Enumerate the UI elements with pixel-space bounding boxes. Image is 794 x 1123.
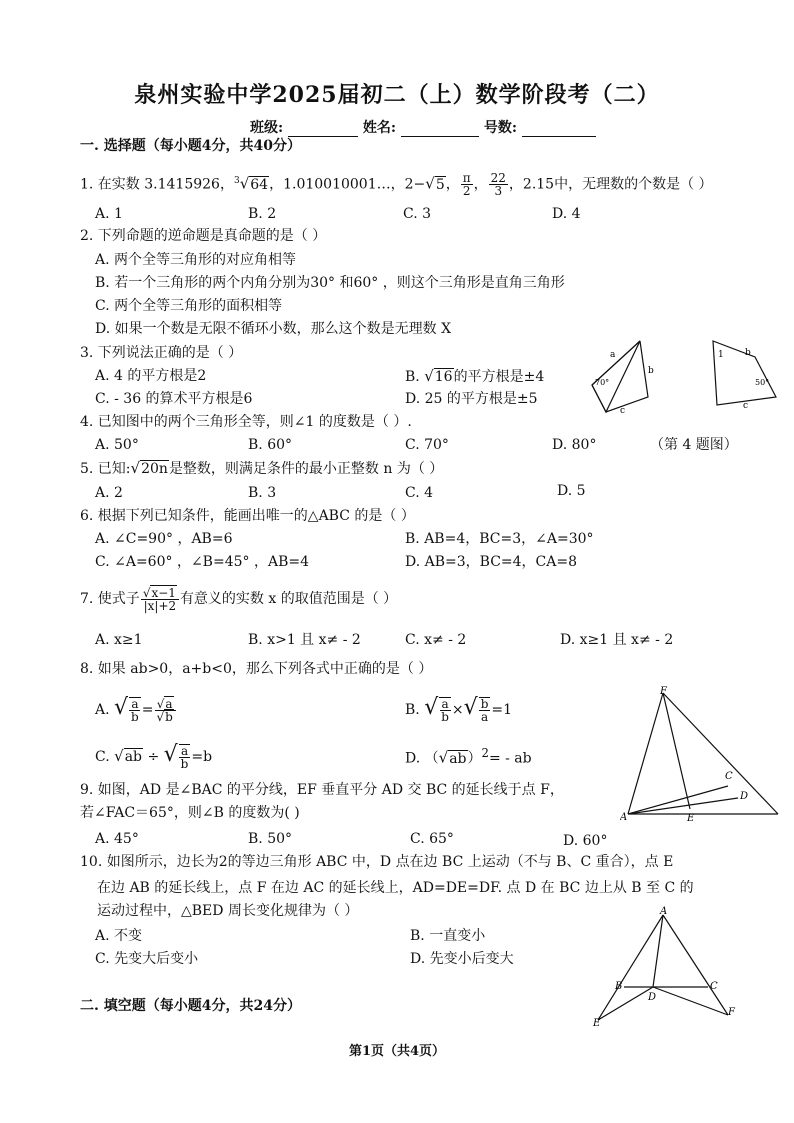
radical-icon: √ [438,748,449,767]
q4-option-c[interactable]: C. 70° [405,437,449,453]
q8-b-den: b [441,710,449,724]
q1-text-b: ，1.010010001…，2− [269,176,426,193]
radical-icon: √ [425,174,435,193]
radical-icon: √ [142,585,151,600]
q10-option-d[interactable]: D. 先变小后变大 [410,951,514,967]
q1-option-b[interactable]: B. 2 [248,206,277,222]
q10-figure [590,905,750,1030]
q4-option-d[interactable]: D. 80° [552,437,597,453]
q10-option-c[interactable]: C. 先变大后变小 [95,951,199,967]
q9-fig-e: E [687,813,695,824]
q3-option-d[interactable]: D. 25 的平方根是±5 [405,391,538,407]
question-9-line1: 9. 如图，AD 是∠BAC 的平分线，EF 垂直平分 AD 交 BC 的延长线于点 F， [80,782,564,798]
q6-option-d[interactable]: D. AB=3，BC=4，CA=8 [405,554,578,570]
page-title: 泉州实验中学2025届初二（上）数学阶段考（二） [134,82,660,108]
q8-c-div: ÷ [147,749,160,765]
question-6-stem: 6. 根据下列已知条件，能画出唯一的△ABC 的是（ ） [80,508,415,524]
q2-option-c[interactable]: C. 两个全等三角形的面积相等 [95,298,283,314]
page-footer: 第1页（共4页） [348,1044,446,1059]
q4-fig-c2: c [743,401,749,411]
question-10-line2: 在边 AB 的延长线上，点 F 在边 AC 的延长线上，AD=DE=DF. 点 D 在 BC 边上从 B 至 C 的 [97,880,694,896]
q10-fig-c: C [710,981,718,992]
q10-option-a[interactable]: A. 不变 [95,928,143,944]
q3-option-b[interactable]: B. √16的平方根是±4 [405,367,545,385]
q5-option-a[interactable]: A. 2 [95,485,123,501]
q8-a-den: b [131,710,139,724]
q9-option-b[interactable]: B. 50° [248,831,293,847]
q8-d-tail: = - ab [488,750,532,767]
radical-icon: √ [424,367,434,385]
radical-icon: √ [424,695,439,720]
q4-option-b[interactable]: B. 60° [248,437,293,453]
q3-option-a[interactable]: A. 4 的平方根是2 [95,368,207,384]
q10-fig-a: A [660,906,668,917]
q8-b-frac [439,697,451,723]
q8-a-num2-rad: a [165,696,173,711]
q8-b-den2: a [480,710,489,724]
q8-option-a[interactable] [95,693,177,725]
q7-text-a: 7. 使式子 [80,591,140,607]
q4-figure [580,335,790,435]
q1-cbrt-radicand: 64 [250,176,269,193]
q8-a-label: A. [95,702,110,718]
q8-a-den2-rad: b [165,709,173,724]
q8-a-frac [129,697,141,723]
question-7-stem [80,586,397,612]
question-2-stem: 2. 下列命题的逆命题是真命题的是（ ） [80,228,327,244]
question-10-line3: 运动过程中，△BED 周长变化规律为（ ） [97,903,359,919]
q1-option-c[interactable]: C. 3 [403,206,432,222]
q8-c-tail: =b [191,749,213,765]
q1-sqrt5: 5 [435,176,445,193]
q6-option-b[interactable]: B. AB=4，BC=3，∠A=30° [405,531,594,547]
q10-fig-e: E [593,1018,601,1029]
q10-fig-b: B [615,981,623,992]
radical-icon: √ [114,695,129,720]
q2-option-a[interactable]: A. 两个全等三角形的对应角相等 [95,252,297,268]
q8-a-num: a [131,697,139,711]
q7-den: |x|+2 [143,598,177,613]
q7-option-a[interactable]: A. x≥1 [95,632,143,648]
question-3-stem: 3. 下列说法正确的是（ ） [80,345,243,361]
q8-d-open: （ [424,750,439,767]
q8-c-den: b [180,757,189,771]
q4-fig-b: b [648,366,654,376]
name-blank[interactable] [401,120,479,137]
q6-option-c[interactable]: C. ∠A=60° ，∠B=45° ，AB=4 [95,554,309,570]
q1-pi-num: π [462,171,471,186]
number-label: 号数: [483,120,518,136]
q9-fig-d: D [740,791,749,802]
radical-icon: √ [239,174,250,193]
q1-frac-pi [461,172,473,197]
q7-fraction [141,587,179,612]
q5-option-d[interactable]: D. 5 [557,483,586,499]
question-1-stem: 1. 在实数 3.1415926，$^3$√64，1.010010001…，2−√5， $\frac{\pi}{2}$ ， $\frac{22}{3}$ ，2.15中，无理数的个数是（ ） [80,171,713,199]
q5-option-c[interactable]: C. 4 [405,485,434,501]
q9-option-a[interactable]: A. 45° [95,831,139,847]
section-heading-fill: 二. 填空题（每小题4分，共24分） [80,998,301,1014]
q8-option-d[interactable] [405,744,532,768]
q4-fig-1: 1 [718,350,724,360]
radical-icon: √ [463,695,478,720]
q9-figure [620,686,785,826]
q8-d-sq: 2 [481,746,489,760]
q1-pi-den: 2 [462,184,471,199]
q9-fig-f: F [660,686,667,697]
q7-num-radicand: x−1 [151,585,176,600]
q1-option-d[interactable]: D. 4 [552,206,581,222]
q1-text-a: 1. 在实数 3.1415926， [80,176,234,193]
q3-b-text: 的平方根是±4 [453,369,545,385]
q3-b-radicand: 16 [434,369,453,385]
q10-fig-d: D [648,992,657,1003]
q8-b-label: B. [405,702,420,718]
section-heading-choice: 一. 选择题（每小题4分，共40分） [80,138,301,154]
q8-b-frac2 [479,697,491,723]
q5-option-b[interactable]: B. 3 [248,485,277,501]
q8-a-eq: = [141,702,154,718]
q1-text-c: ，2.15中，无理数的个数是（ ） [508,176,713,193]
q8-c-label: C. [95,749,110,765]
q4-fig-50: 50° [755,378,770,387]
q4-fig-a: a [610,350,616,360]
class-blank[interactable] [288,120,358,137]
q8-option-b[interactable] [405,693,512,725]
q2-option-b[interactable]: B. 若一个三角形的两个内角分别为30° 和60° ，则这个三角形是直角三角形 [95,275,565,291]
question-8-stem: 8. 如果 ab>0，a+b<0，那么下列各式中正确的是（ ） [80,661,433,677]
q1-frac-22-3 [489,172,508,197]
q7-option-d[interactable]: D. x≥1 且 x≠ - 2 [560,632,674,648]
class-label: 班级: [250,120,284,136]
q2-option-d[interactable]: D. 如果一个数是无限不循环小数，那么这个数是无理数 X [95,321,452,337]
q1-option-a[interactable]: A. 1 [95,206,123,222]
q9-option-c[interactable]: C. 65° [410,831,454,847]
q7-num [141,587,179,600]
radical-icon: √ [163,742,178,767]
q3-option-c[interactable]: C. - 36 的算术平方根是6 [95,391,253,407]
q9-fig-a: A [620,812,628,823]
q8-a-frac2 [154,698,175,723]
q7-text-b: 有意义的实数 x 的取值范围是（ ） [179,591,398,607]
q4-fig-c: c [620,406,626,416]
q8-c-num: a [180,744,189,758]
q8-d-ab: ab [449,750,467,767]
q8-c-ab: ab [124,749,142,765]
number-blank[interactable] [522,120,596,137]
q4-fig-b2: b [745,348,751,358]
radical-icon: √ [130,459,141,477]
q10-option-b[interactable]: B. 一直变小 [410,928,486,944]
name-label: 姓名: [362,120,397,136]
q8-c-frac [179,744,191,770]
q1-f22-num: 22 [490,171,506,186]
question-10-line1: 10. 如图所示，边长为2的等边三角形 ABC 中，D 点在边 BC 上运动（不与 B、C 重合），点 E [80,854,674,870]
q7-option-b[interactable]: B. x>1 且 x≠ - 2 [248,632,361,648]
question-4-stem: 4. 已知图中的两个三角形全等，则∠1 的度数是（ ）. [80,414,412,430]
q7-option-c[interactable]: C. x≠ - 2 [405,632,467,648]
q6-option-a[interactable]: A. ∠C=90° ，AB=6 [95,531,233,547]
q9-option-d[interactable]: D. 60° [563,833,608,849]
q5-text-a: 5. 已知: [80,461,131,477]
q5-radicand: 20n [141,461,168,477]
q8-a-num2: √a [155,698,176,711]
q9-fig-c: C [725,771,733,782]
q4-fig-70: 70° [595,378,610,387]
q1-f22-den: 3 [494,184,503,199]
q8-d-label: D. [405,750,421,767]
q8-b-times: × [451,702,464,718]
radical-icon: √ [114,747,124,765]
q8-d-close: ） [467,750,482,767]
q4-caption: （第 4 题图） [650,437,738,453]
q8-option-c[interactable] [95,740,212,772]
q8-b-num: a [441,697,449,711]
q8-b-num2: b [480,697,489,711]
q5-text-b: 是整数，则满足条件的最小正整数 n 为（ ） [168,461,444,477]
q1-cbrt-index: 3 [233,176,240,186]
q8-b-tail: =1 [491,702,513,718]
question-9-line2: 若∠FAC＝65°，则∠B 的度数为( ) [80,805,300,821]
q10-fig-f: F [728,1007,735,1018]
question-5-stem [80,459,443,478]
q4-option-a[interactable]: A. 50° [95,437,139,453]
student-info-line [250,117,596,137]
q8-a-den2: √b [156,709,173,724]
